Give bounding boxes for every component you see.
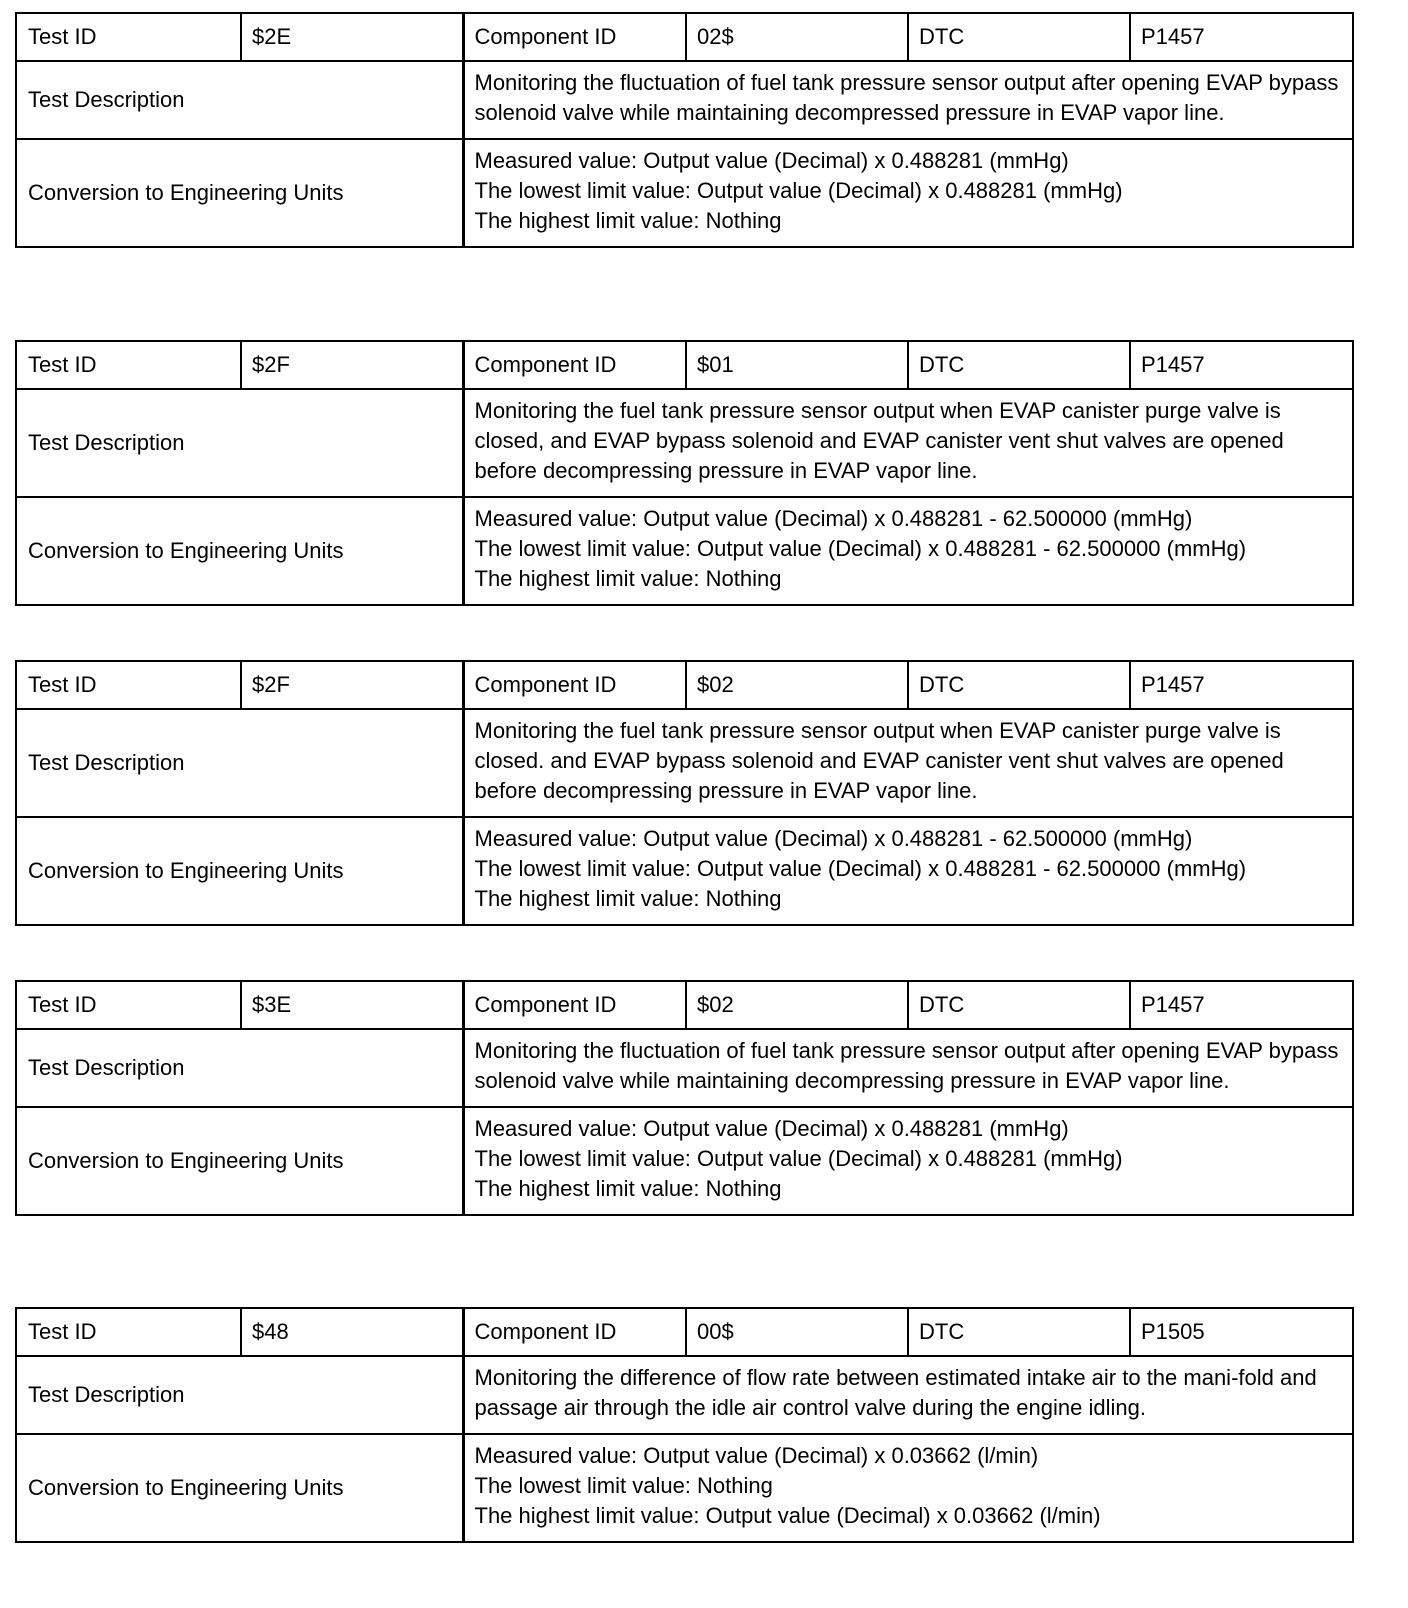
test-description-label: Test Description <box>16 709 463 817</box>
dtc-value: P1457 <box>1130 661 1353 709</box>
conversion-formulas <box>463 817 1353 925</box>
dtc-label: DTC <box>908 341 1130 389</box>
component-id-label: Component ID <box>463 981 686 1029</box>
test-description-label: Test Description <box>16 1029 463 1107</box>
test-id-label: Test ID <box>16 13 241 61</box>
test-description-text: Monitoring the fluctuation of fuel tank pressure sensor output after opening EVAP bypass solenoid valve while maintaining decompressing pressure in EVAP vapor line. <box>463 1029 1353 1107</box>
highest-limit-formula: The highest limit value: Nothing <box>474 208 782 233</box>
description-row <box>16 1029 1353 1107</box>
spec-table-3 <box>15 660 1354 926</box>
component-id-label: Component ID <box>463 13 686 61</box>
header-row <box>16 13 1353 61</box>
test-description-text: Monitoring the fuel tank pressure sensor output when EVAP canister purge valve is closed. and EVAP bypass solenoid and EVAP canister vent shut valves are opened before decompressing pressure in EVAP vapor line. <box>463 709 1353 817</box>
spec-table-1 <box>15 12 1354 248</box>
component-id-label: Component ID <box>463 341 686 389</box>
description-row <box>16 389 1353 497</box>
dtc-label: DTC <box>908 13 1130 61</box>
conversion-row <box>16 1434 1353 1542</box>
conversion-label: Conversion to Engineering Units <box>16 497 463 605</box>
highest-limit-formula: The highest limit value: Nothing <box>474 566 782 591</box>
test-id-label: Test ID <box>16 981 241 1029</box>
lowest-limit-formula: The lowest limit value: Nothing <box>474 1473 773 1498</box>
test-id-value: $2F <box>241 341 463 389</box>
test-id-value: $48 <box>241 1308 463 1356</box>
header-row <box>16 981 1353 1029</box>
measured-value-formula: Measured value: Output value (Decimal) x 0.488281 - 62.500000 (mmHg) <box>474 506 1193 531</box>
spec-table-5 <box>15 1307 1354 1543</box>
header-row <box>16 341 1353 389</box>
dtc-label: DTC <box>908 661 1130 709</box>
conversion-label: Conversion to Engineering Units <box>16 1434 463 1542</box>
dtc-value: P1457 <box>1130 341 1353 389</box>
conversion-row <box>16 497 1353 605</box>
header-row <box>16 1308 1353 1356</box>
conversion-label: Conversion to Engineering Units <box>16 817 463 925</box>
lowest-limit-formula: The lowest limit value: Output value (Decimal) x 0.488281 (mmHg) <box>474 1146 1123 1171</box>
lowest-limit-formula: The lowest limit value: Output value (Decimal) x 0.488281 (mmHg) <box>474 178 1123 203</box>
component-id-value: $02 <box>686 661 908 709</box>
dtc-label: DTC <box>908 981 1130 1029</box>
test-description-label: Test Description <box>16 61 463 139</box>
test-description-text: Monitoring the fuel tank pressure sensor output when EVAP canister purge valve is closed, and EVAP bypass solenoid and EVAP canister vent shut valves are opened before decompressing pressure in EVAP vapor line. <box>463 389 1353 497</box>
highest-limit-formula: The highest limit value: Nothing <box>474 886 782 911</box>
dtc-label: DTC <box>908 1308 1130 1356</box>
dtc-value: P1505 <box>1130 1308 1353 1356</box>
conversion-formulas <box>463 139 1353 247</box>
highest-limit-formula: The highest limit value: Nothing <box>474 1176 782 1201</box>
test-description-label: Test Description <box>16 389 463 497</box>
measured-value-formula: Measured value: Output value (Decimal) x 0.03662 (l/min) <box>474 1443 1039 1468</box>
dtc-value: P1457 <box>1130 981 1353 1029</box>
test-description-text: Monitoring the fluctuation of fuel tank pressure sensor output after opening EVAP bypass solenoid valve while maintaining decompressed pressure in EVAP vapor line. <box>463 61 1353 139</box>
header-row <box>16 661 1353 709</box>
dtc-value: P1457 <box>1130 13 1353 61</box>
conversion-row <box>16 1107 1353 1215</box>
conversion-label: Conversion to Engineering Units <box>16 1107 463 1215</box>
component-id-label: Component ID <box>463 1308 686 1356</box>
measured-value-formula: Measured value: Output value (Decimal) x 0.488281 (mmHg) <box>474 1116 1069 1141</box>
description-row <box>16 1356 1353 1434</box>
lowest-limit-formula: The lowest limit value: Output value (Decimal) x 0.488281 - 62.500000 (mmHg) <box>474 536 1247 561</box>
spec-table-4 <box>15 980 1354 1216</box>
component-id-value: 02$ <box>686 13 908 61</box>
test-id-value: $3E <box>241 981 463 1029</box>
lowest-limit-formula: The lowest limit value: Output value (Decimal) x 0.488281 - 62.500000 (mmHg) <box>474 856 1247 881</box>
description-row <box>16 709 1353 817</box>
conversion-formulas <box>463 1434 1353 1542</box>
test-description-label: Test Description <box>16 1356 463 1434</box>
conversion-formulas <box>463 1107 1353 1215</box>
component-id-label: Component ID <box>463 661 686 709</box>
test-id-label: Test ID <box>16 1308 241 1356</box>
spec-table-2 <box>15 340 1354 606</box>
test-id-value: $2E <box>241 13 463 61</box>
conversion-row <box>16 817 1353 925</box>
component-id-value: $01 <box>686 341 908 389</box>
measured-value-formula: Measured value: Output value (Decimal) x 0.488281 - 62.500000 (mmHg) <box>474 826 1193 851</box>
test-id-value: $2F <box>241 661 463 709</box>
component-id-value: 00$ <box>686 1308 908 1356</box>
component-id-value: $02 <box>686 981 908 1029</box>
test-id-label: Test ID <box>16 661 241 709</box>
test-id-label: Test ID <box>16 341 241 389</box>
conversion-label: Conversion to Engineering Units <box>16 139 463 247</box>
test-description-text: Monitoring the difference of flow rate between estimated intake air to the mani-fold and passage air through the idle air control valve during the engine idling. <box>463 1356 1353 1434</box>
conversion-row <box>16 139 1353 247</box>
measured-value-formula: Measured value: Output value (Decimal) x 0.488281 (mmHg) <box>474 148 1069 173</box>
description-row <box>16 61 1353 139</box>
highest-limit-formula: The highest limit value: Output value (Decimal) x 0.03662 (l/min) <box>474 1503 1101 1528</box>
conversion-formulas <box>463 497 1353 605</box>
